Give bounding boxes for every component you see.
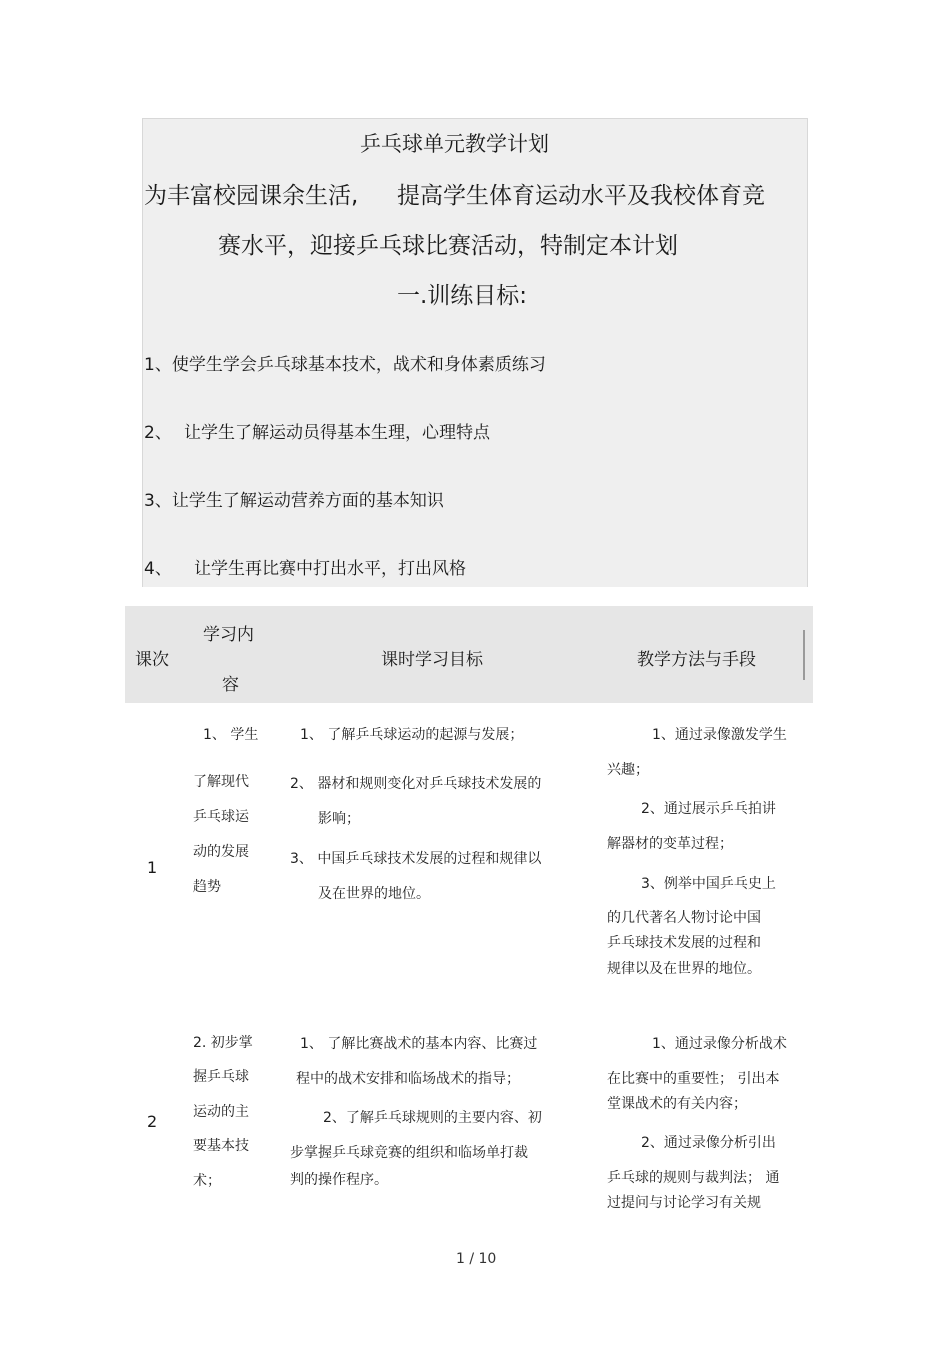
row-1-objective-line: 2、 器材和规则变化对乒乓球技术发展的: [290, 776, 542, 792]
row-2-content-line: 要基本技: [193, 1138, 249, 1154]
row-2-objective-line: 判的操作程序。: [290, 1172, 388, 1188]
row-1-method-line: 的几代著名人物讨论中国: [607, 910, 761, 926]
goal-text: 让学生了解运动营养方面的基本知识: [171, 491, 444, 511]
row-2-objective-line: 程中的战术安排和临场战术的指导；: [296, 1071, 520, 1087]
row-2-content-line: 握乒乓球: [193, 1069, 249, 1085]
goal-item-3: [144, 486, 444, 511]
row-1-objective-line: 1、 了解乒乓球运动的起源与发展；: [300, 727, 524, 743]
row-2-method-line: 2、通过录像分析引出: [641, 1135, 776, 1151]
row-1-content-line: 趋势: [193, 879, 221, 895]
intro-line-1a: 为丰富校园课余生活,: [144, 183, 359, 209]
row-1-content-line: 乒乓球运: [193, 809, 249, 825]
row-2-method-line: 乒乓球的规则与裁判法； 通: [607, 1170, 780, 1186]
page-number: 1 / 10: [456, 1251, 497, 1267]
row-2-content-line: 运动的主: [193, 1104, 249, 1120]
row-1-method-line: 规律以及在世界的地位。: [607, 961, 761, 977]
row-1-lesson: 1: [147, 858, 158, 877]
row-1-content-line: 1、 学生: [203, 727, 259, 743]
row-1-method-line: 解器材的变革过程；: [607, 836, 733, 852]
goal-number: 3、: [144, 491, 172, 511]
goal-item-4: [144, 554, 172, 579]
row-2-objective-line: 步掌握乒乓球竞赛的组织和临场单打裁: [290, 1145, 528, 1161]
row-1-method-line: 2、通过展示乒乓拍讲: [641, 801, 776, 817]
row-1-method-line: 1、通过录像激发学生: [652, 727, 787, 743]
page-title: 乒乓球单元教学计划: [360, 132, 549, 156]
header-divider: [803, 630, 805, 680]
row-1-method-line: 乒乓球技术发展的过程和: [607, 935, 761, 951]
header-objective: 课时学习目标: [381, 650, 483, 670]
intro-line-1b: 提高学生体育运动水平及我校体育竞: [397, 183, 765, 209]
row-1-content-line: 了解现代: [193, 774, 249, 790]
row-1-content-line: 动的发展: [193, 844, 249, 860]
row-2-method-line: 在比赛中的重要性； 引出本: [607, 1071, 780, 1087]
row-2-method-line: 过提问与讨论学习有关规: [607, 1195, 761, 1211]
row-1-method-line: 3、例举中国乒乓史上: [641, 876, 776, 892]
row-2-content-line: 2. 初步掌: [193, 1035, 253, 1051]
row-2-lesson: 2: [147, 1112, 158, 1131]
row-1-objective-line: 3、 中国乒乓球技术发展的过程和规律以: [290, 851, 542, 867]
goal-number: 1、: [144, 355, 172, 375]
row-2-objective-line: 2、了解乒乓球规则的主要内容、初: [323, 1110, 542, 1126]
goal-item-2: [144, 418, 172, 443]
goal-text: 让学生再比赛中打出水平，打出风格: [194, 559, 466, 579]
row-1-method-line: 兴趣；: [607, 762, 649, 778]
goal-number: 4、: [144, 559, 172, 579]
row-2-method-line: 1、通过录像分析战术: [652, 1036, 787, 1052]
row-2-content-line: 术；: [193, 1173, 221, 1189]
header-content-line1: 学习内: [203, 625, 254, 645]
goal-text: 让学生了解运动员得基本生理，心理特点: [184, 423, 490, 443]
row-1-objective-line: 影响；: [318, 811, 360, 827]
goal-text: 使学生学会乒乓球基本技术，战术和身体素质练习: [171, 355, 546, 375]
header-method: 教学方法与手段: [637, 650, 756, 670]
header-lesson: 课次: [135, 650, 169, 670]
row-2-method-line: 堂课战术的有关内容；: [607, 1096, 747, 1112]
row-2-objective-line: 1、 了解比赛战术的基本内容、比赛过: [300, 1036, 538, 1052]
goal-item-1: [144, 350, 546, 375]
row-1-objective-line: 及在世界的地位。: [318, 886, 430, 902]
section-heading: 一.训练目标:: [397, 283, 528, 309]
intro-line-2: 赛水平，迎接乒乓球比赛活动，特制定本计划: [218, 233, 678, 259]
goal-number: 2、: [144, 423, 172, 443]
header-content-line2: 容: [222, 675, 239, 695]
